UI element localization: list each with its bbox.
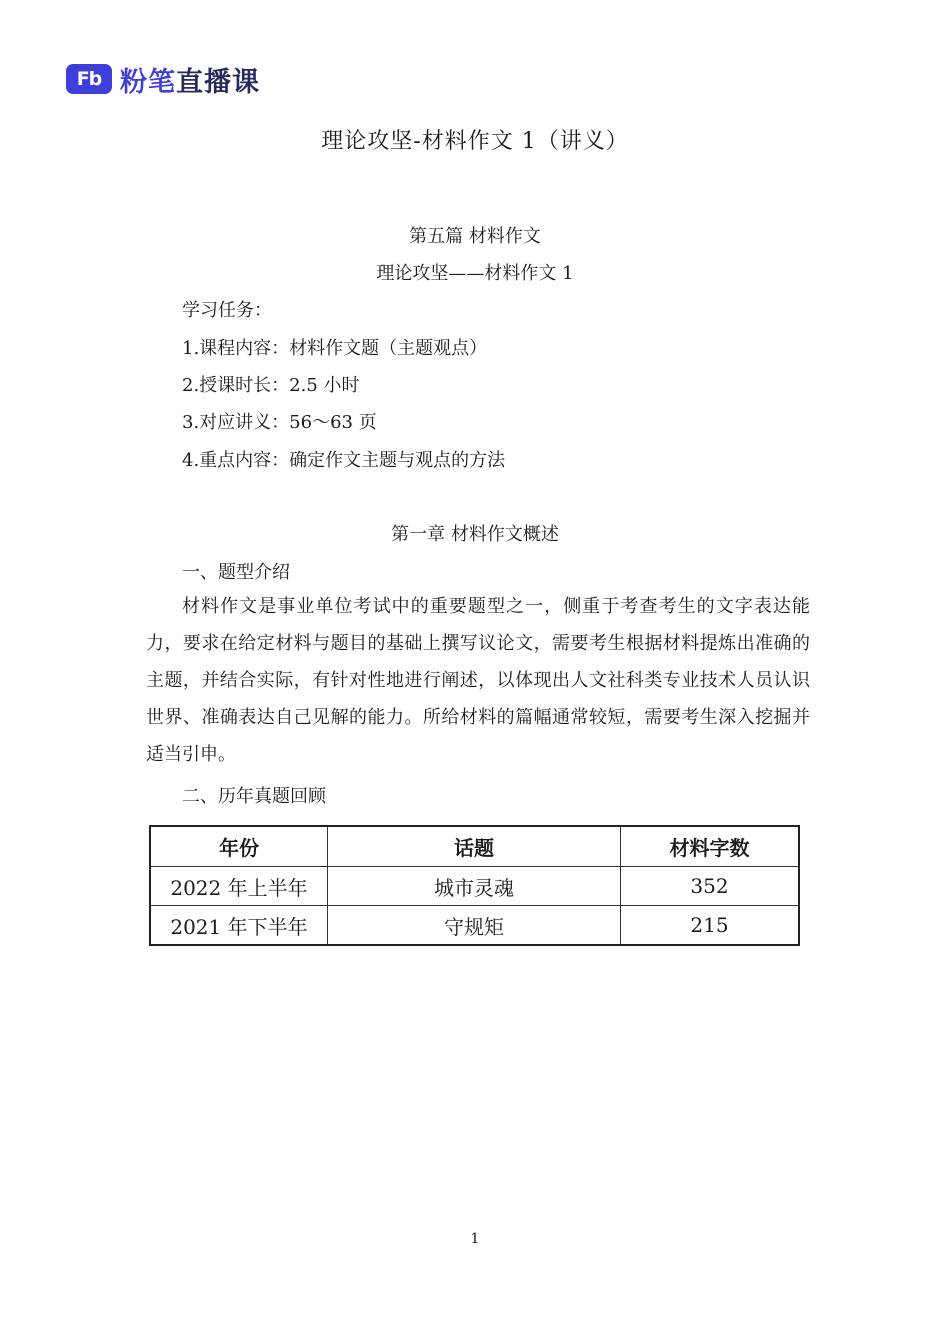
brand-logo bbox=[66, 62, 260, 96]
cell-year: 2022 年上半年 bbox=[150, 867, 328, 906]
document-title: 理论攻坚-材料作文 1（讲义） bbox=[321, 129, 629, 154]
table-row bbox=[150, 867, 799, 906]
brand-name-primary: 粉笔 bbox=[120, 66, 176, 98]
column-header-year: 年份 bbox=[150, 826, 328, 867]
column-header-word-count: 材料字数 bbox=[621, 826, 800, 867]
task-item: 4.重点内容：确定作文主题与观点的方法 bbox=[182, 450, 506, 471]
task-item: 3.对应讲义：56～63 页 bbox=[182, 412, 377, 433]
exam-history-table bbox=[149, 825, 800, 946]
part-title: 第五篇 材料作文 bbox=[409, 226, 541, 247]
cell-word-count: 352 bbox=[621, 867, 800, 906]
cell-word-count: 215 bbox=[621, 906, 800, 946]
section-heading-history: 二、历年真题回顾 bbox=[182, 786, 326, 807]
brand-name-secondary: 直播课 bbox=[176, 66, 260, 98]
chapter-title: 第一章 材料作文概述 bbox=[391, 524, 559, 545]
fb-logo-icon: Fb bbox=[66, 64, 112, 94]
task-item: 2.授课时长：2.5 小时 bbox=[182, 375, 360, 396]
cell-topic: 城市灵魂 bbox=[328, 867, 621, 906]
cell-year: 2021 年下半年 bbox=[150, 906, 328, 946]
column-header-topic: 话题 bbox=[328, 826, 621, 867]
cell-topic: 守规矩 bbox=[328, 906, 621, 946]
brand-name bbox=[120, 60, 260, 99]
page-number: 1 bbox=[470, 1231, 480, 1247]
intro-paragraph: 材料作文是事业单位考试中的重要题型之一，侧重于考查考生的文字表达能力，要求在给定材料与题目的基础上撰写议论文，需要考生根据材料提炼出准确的主题，并结合实际，有针对性地进行阐述，以体现出人文社科类专业技术人员认识世界、准确表达自己见解的能力。所给材料的篇幅通常较短，需要考生深入挖掘并适当引申。 bbox=[146, 596, 810, 765]
table-row bbox=[150, 906, 799, 946]
task-item: 1.课程内容：材料作文题（主题观点） bbox=[182, 338, 488, 359]
lesson-title: 理论攻坚——材料作文 1 bbox=[376, 263, 574, 284]
tasks-heading: 学习任务： bbox=[182, 300, 272, 321]
table-header-row bbox=[150, 826, 799, 867]
section-heading-intro: 一、题型介绍 bbox=[182, 562, 290, 583]
